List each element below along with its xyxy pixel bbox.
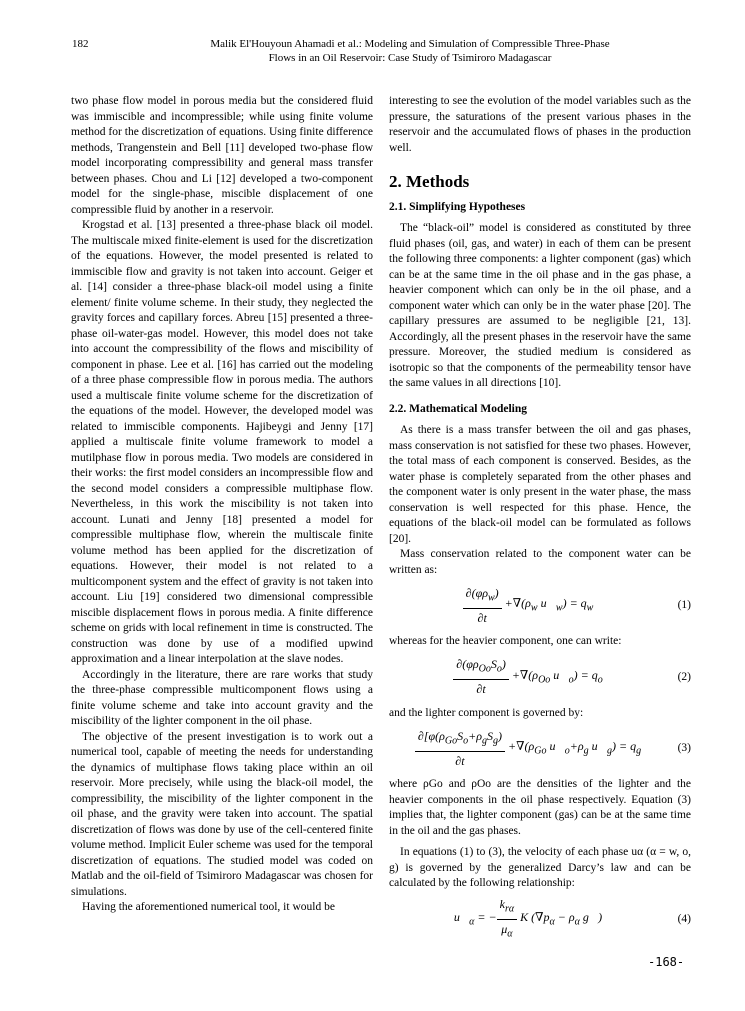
equation-3-math: $\frac{\partial[\varphi(\rho_{Go}S_o+\rho_gS_g)}{\partial t}$ $+\nabla(\rho_{Go}$ $u⃗_o+\rho_g$ $u⃗_g) = q_g$ [389, 729, 667, 769]
subsection-title: 2.2. Mathematical Modeling [389, 402, 527, 415]
paragraph: Accordingly in the literature, there are rare works that study the three-phase compressible multicomponent flows using a finite volume scheme and take into account gravity and the miscibility of the lighter component in the oil phase. [71, 668, 373, 727]
paragraph: whereas for the heavier component, one can write: [389, 635, 622, 647]
equation-number: (3) [677, 742, 691, 755]
paragraph: and the lighter component is governed by: [389, 706, 584, 719]
paragraph: The “black-oil” model is considered as constituted by three fluid phases (oil, gas, and water) in each of them can be present the following three components: a lighter component (gas) which can be at the same time in the oil phase and in the gas phase, a heavier component which can only be in the oil phase, and a component water which can only be in the water phase [20]. The capillary pressures are assumed to be negligible [21, 13]. Accordingly, all the present phases in the reservoir have the same pressure. Moreover, the studied medium is considered as isotropic so that the components of the permeability tensor have the same values in all directions [10]. [389, 222, 691, 389]
equation-number: (1) [677, 599, 691, 612]
paragraph: Mass conservation related to the component water can be written as: [389, 548, 691, 576]
section-title: 2. Methods [389, 172, 470, 191]
paragraph: In equations (1) to (3), the velocity of each phase uα (α = w, o, g) is governed by the generalized Darcy’s law and can be calculated by the following relationship: [389, 846, 691, 889]
running-header [150, 37, 670, 65]
paragraph: As there is a mass transfer between the oil and gas phases, mass conservation is not satisfied for these two phases. However, the total mass of each component is conserved. Besides, as the water phase is completely separated from the other phases and the component water is only present in the water phase, the mass conservation is well respected for this phase. Hence, the equations of the black-oil model can be formulated as follows [20]. [389, 424, 691, 545]
equation-4-math: $u⃗_\alpha$ = − $\frac{k_{r\alpha}}{\mu_\alpha}$ K ($\nabla p_\alpha - \rho_\alpha$ g⃗) [453, 897, 603, 940]
paragraph: two phase flow model in porous media but the considered fluid was immiscible and incompressible; while using finite volume method for the discretization of equations. Using finite difference methods, Trangenstein and Bell [11] developed two-phase flow model incorporating compressibility and general mass transfer between phases. Chou and Li [12] developed a two-component model for the single-phase, miscible displacement of one compressible fluid by another in a reservoir. [71, 95, 373, 216]
right-column [389, 94, 691, 948]
paragraph: where ρGo and ρOo are the densities of the lighter and the heavier components in the oil phase respectively. Equation (3) implies that, the lighter component (gas) can be at the same time in the oil and the gas phases. [389, 778, 691, 837]
paragraph: Having the aforementioned numerical tool, it would be [82, 901, 335, 913]
equation-2 [389, 654, 691, 702]
equation-2-math: $\frac{\partial(\varphi\rho_{Oo}S_o)}{\partial t}$ $+\nabla(\rho_{Oo}$ $u⃗_o) = q_o$ [389, 657, 667, 697]
running-title-line2: Flows in an Oil Reservoir: Case Study of Tsimiroro Madagascar [268, 52, 552, 64]
equation-number: (2) [677, 670, 691, 683]
paragraph: Krogstad et al. [13] presented a three-phase black oil model. The multiscale mixed finite-element is used for the discretization of the equations. However, the model presented is related to immiscible flow and gravity is not taken into account. Geiger et al. [14] consider a three-phase black-oil model using a finite element/ finite volume scheme. In their study, they neglected the gravity forces and capillary forces. Abreu [15] presented a three-phase oil-water-gas model. However, this model does not take into account the compressibility of the flows and miscibility of component in phase. Lee et al. [16] has carried out the modeling of a three phase compressible flow in porous media. The authors used a multiscale finite volume scheme for the discretization of the equations of the model. However, the developed model was related to immiscible components. Hajibeygi and Jenny [17] applied a multiscale finite volume framework to model a mutilphase flow in porous media. Two models are considered in their works: the first model considers an incompressible flow and the second model considers a compressible multiphase flow. Nevertheless, in this work the miscibility is not taken into account. Lunati and Jenny [18] presented a model for compressible multiphase flow, wherein the multiscale finite volume method has been applied for the discretization of equations. However, their model is not related to a multicomponent system and the effect of gravity is not taken into account. Liu [19] considered two dimensional compressible miscible displacement flows in porous media. A finite difference scheme on grids with local refinement in time is constructed. The construction was done by use of a modified upwind approximation and a linear interpolation at the slave nodes. [71, 219, 373, 665]
page-number: 182 [72, 38, 89, 50]
equation-4 [389, 896, 691, 944]
running-title-line1: Malik El'Houyoun Ahamadi et al.: Modeling and Simulation of Compressible Three-Phase [210, 38, 610, 50]
equation-1 [389, 582, 691, 630]
equation-1-math: $\frac{\partial(\varphi\rho_w)}{\partial t}$ $+\nabla(\rho_w$ $u⃗_w) = q_w$ [389, 586, 667, 626]
paragraph: The objective of the present investigation is to work out a numerical tool, capable of meeting the needs for understanding the dynamics of multiphase flows taking place within an oil reservoir. More precisely, while using the black-oil model, the compressibility, the miscibility of the lighter component in the oil phase, and the gravity were taken into account. The spatial discretization of flows was done by use of the cell-centered finite volume method. Implicit Euler scheme was used for the temporal discretization of equations. The studied model was coded on Matlab and the oil-field of Tsimiroro Madagascar was chosen for simulations. [71, 730, 373, 898]
paragraph: interesting to see the evolution of the model variables such as the pressure, the saturations of the present various phases in the reservoir and the accumulated flows of phases in the production well. [389, 95, 691, 154]
equation-number: (4) [677, 912, 691, 925]
subsection-title: 2.1. Simplifying Hypotheses [389, 200, 526, 213]
left-column [71, 94, 373, 916]
page-marker: -168- [648, 955, 685, 969]
equation-3 [389, 725, 691, 773]
